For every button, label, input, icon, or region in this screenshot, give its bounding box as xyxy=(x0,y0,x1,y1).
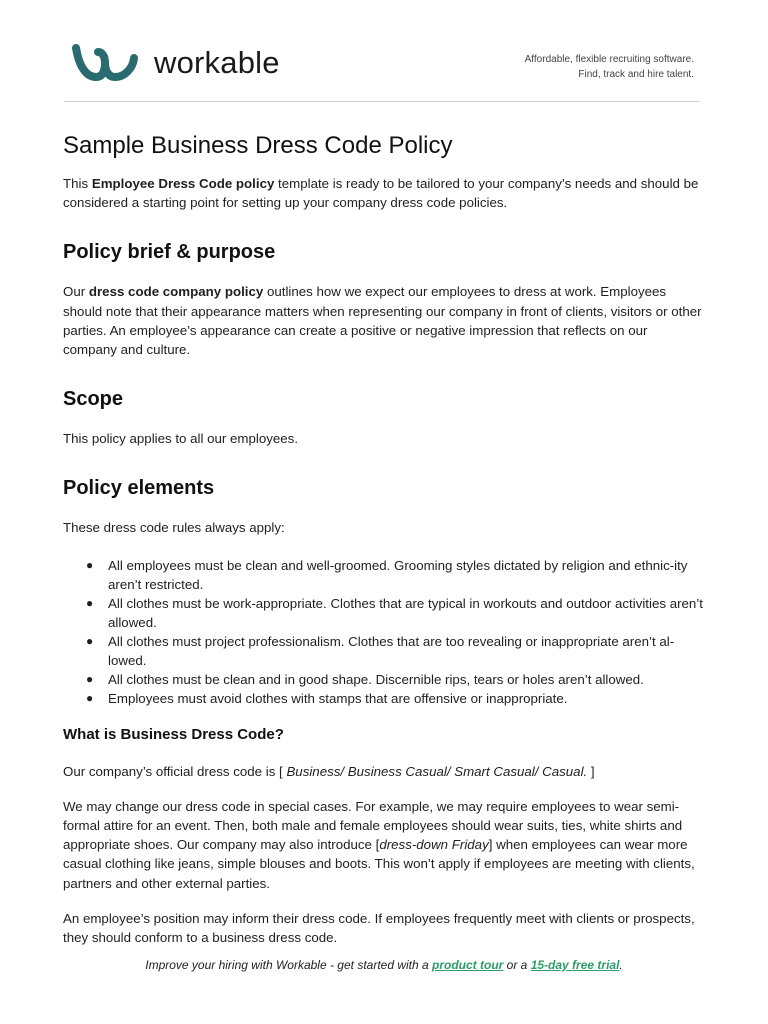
tagline-line-1: Affordable, flexible recruiting software. xyxy=(524,54,694,65)
list-item: ● All clothes must project professionalism. Clothes that are too revealing or inappropriate aren’t al-lowed. xyxy=(86,633,675,668)
intro-paragraph: This Employee Dress Code policy template is ready to be tailored to your company’s needs and should be considered a starting point for setting up your company dress code policies. xyxy=(63,176,699,211)
heading-policy-elements: Policy elements xyxy=(63,477,215,500)
header-tagline xyxy=(525,52,694,82)
header-divider xyxy=(64,101,700,102)
heading-policy-brief: Policy brief & purpose xyxy=(63,241,276,264)
page-header xyxy=(64,40,700,100)
heading-business-dress-code: What is Business Dress Code? xyxy=(63,725,284,743)
position-paragraph: An employee’s position may inform their dress code. If employees frequently meet with clients or prospects, they should conform to a business dress code. xyxy=(63,910,695,946)
official-dress-code-paragraph: Our company’s official dress code is [ Business/ Business Casual/ Smart Casual/ Casual. ] xyxy=(63,763,595,779)
workable-logo[interactable] xyxy=(72,44,280,82)
dress-code-rules-list xyxy=(63,556,703,708)
free-trial-link[interactable]: 15-day free trial xyxy=(530,958,620,972)
special-cases-paragraph: We may change our dress code in special cases. For example, we may require employees to wear semi-formal attire for an event. Then, both male and female employees should wear suits, ties, white shirts and appropriate shoes. Our company may also introduce [dress-down Friday] when employees can wear more casual clothing like jeans, simple blouses and boots. This won’t apply if employees are meeting with clients, partners and other external parties. xyxy=(63,798,695,891)
policy-elements-lead: These dress code rules always apply: xyxy=(63,520,285,536)
product-tour-link[interactable]: product tour xyxy=(432,958,504,972)
page-title: Sample Business Dress Code Policy xyxy=(63,132,453,159)
list-item: ● All employees must be clean and well-groomed. Grooming styles dictated by religion and ethnic-ity aren’t restricted. xyxy=(86,557,688,592)
document-body xyxy=(63,128,703,947)
list-item: ● Employees must avoid clothes with stamps that are offensive or inappropriate. xyxy=(86,690,568,706)
scope-paragraph: This policy applies to all our employees. xyxy=(63,431,299,447)
tagline-line-2: Find, track and hire talent. xyxy=(578,69,694,80)
logo-text: workable xyxy=(154,45,280,80)
workable-logo-icon xyxy=(72,44,138,82)
page-footer: Improve your hiring with Workable - get started with a product tour or a 15-day free trial. xyxy=(145,958,623,972)
list-item: ● All clothes must be work-appropriate. Clothes that are typical in workouts and outdoor activities aren’t allowed. xyxy=(86,595,703,630)
policy-brief-paragraph: Our dress code company policy outlines how we expect our employees to dress at work. Employees should note that their appearance matters when representing our company in front of clients, visitors or other parties. An employee’s appearance can create a positive or negative impression that reflects on our company and culture. xyxy=(63,284,702,358)
list-item: ● All clothes must be clean and in good shape. Discernible rips, tears or holes aren’t allowed. xyxy=(86,671,644,687)
heading-scope: Scope xyxy=(63,388,124,411)
